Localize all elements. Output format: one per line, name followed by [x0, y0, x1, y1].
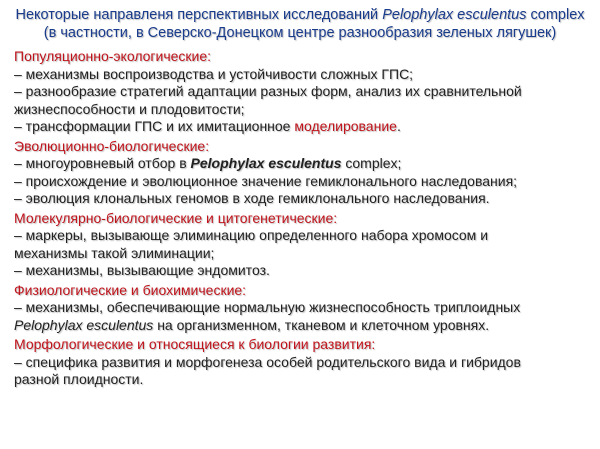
- list-item: жизнеспособности и плодовитости;: [14, 100, 245, 117]
- section-population-ecology: [14, 48, 590, 136]
- item-text: – многоуровневый отбор в: [14, 155, 191, 171]
- section-heading: Популяционно-экологические:: [14, 48, 212, 64]
- highlight-modeling: моделирование: [294, 118, 397, 134]
- list-item: – механизмы воспроизводства и устойчивости сложных ГПС;: [14, 65, 414, 82]
- title-text-pre: Некоторые направленя перспективных исследований: [15, 7, 383, 23]
- list-item: – механизмы, обеспечивающие нормальную жизнеспособность триплоидных: [14, 299, 521, 315]
- list-item: – специфика развития и морфогенеза особей родительского вида и гибридов: [14, 353, 521, 370]
- list-item: – маркеры, вызывающе элиминацию определенного набора хромосом и: [14, 227, 489, 243]
- item-text: .: [396, 118, 401, 134]
- list-item: [14, 155, 590, 173]
- title-line-1: [0, 6, 600, 24]
- list-item: [14, 317, 590, 335]
- section-heading: Морфологические и относящиеся к биологии развития:: [14, 336, 376, 352]
- item-text: – трансформации ГПС и их имитационное: [14, 118, 295, 134]
- list-item: – эволюция клональных геномов в ходе гемиклонального наследования.: [14, 190, 490, 206]
- item-text: на организменном, тканевом и клеточном уровнях.: [153, 316, 490, 333]
- slide-title: [0, 0, 600, 42]
- list-item: – происхождение и эволюционное значение гемиклонального наследования;: [14, 172, 518, 189]
- list-item: механизмы такой элиминации;: [14, 244, 215, 261]
- title-line-2: (в частности, в Северско-Донецком центре разнообразия зеленых лягушек): [43, 25, 557, 41]
- list-item: – разнообразие стратегий адаптации разных форм, анализ их сравнительной: [14, 83, 522, 99]
- section-morphology-development: [14, 336, 590, 389]
- item-text: complex;: [341, 155, 402, 171]
- section-molecular-cytogenetic: [14, 210, 590, 280]
- species-name: Pelophylax esculentus: [14, 316, 154, 333]
- section-physiology-biochemistry: [14, 282, 590, 335]
- list-item: [14, 118, 590, 136]
- species-name: Pelophylax esculentus: [190, 155, 342, 171]
- section-heading: Молекулярно-биологические и цитогенетические:: [14, 209, 338, 226]
- list-item: – механизмы, вызывающие эндомитоз.: [14, 262, 270, 278]
- title-species: Pelophylax esculentus: [382, 7, 527, 23]
- section-heading: Физиологические и биохимические:: [14, 281, 247, 298]
- content: [0, 48, 600, 389]
- section-heading: Эволюционно-биологические:: [14, 137, 210, 154]
- section-evolution-biology: [14, 138, 590, 208]
- list-item: разной плоидности.: [14, 371, 144, 387]
- title-text-post: complex: [526, 7, 585, 23]
